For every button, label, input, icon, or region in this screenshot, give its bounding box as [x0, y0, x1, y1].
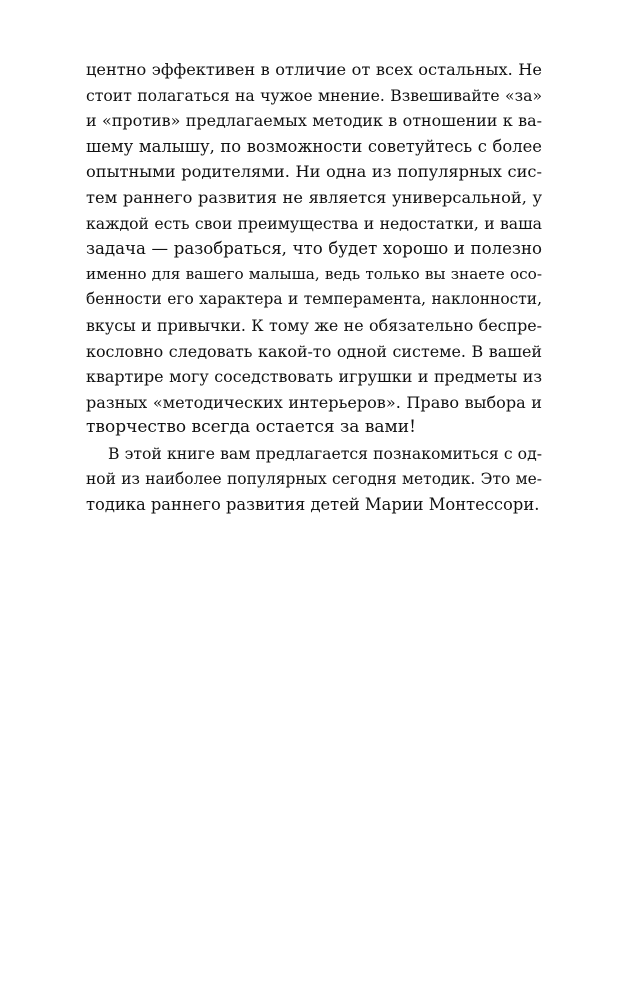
text-line: именно для вашего малыша, ведь только вы знаете осо-: [86, 264, 542, 283]
text-line: и «против» предлагаемых методик в отношении к ва-: [86, 111, 542, 131]
text-line: задача — разобраться, что будет хорошо и полезно: [86, 239, 542, 259]
text-line: В этой книге вам предлагается познакомиться с од-: [108, 443, 542, 463]
paragraph: [86, 57, 542, 441]
text-line: вкусы и привычки. К тому же не обязательно беспре-: [86, 315, 542, 335]
text-line: каждой есть свои преимущества и недостатки, и ваша: [86, 213, 542, 233]
text-line: ной из наиболее популярных сегодня методик. Это ме-: [86, 469, 542, 488]
text-line: центно эффективен в отличие от всех остальных. Не: [86, 60, 542, 79]
paragraph: [86, 441, 542, 518]
text-line: кословно следовать какой-то одной системе. В вашей: [86, 341, 542, 361]
text-line: разных «методических интерьеров». Право выбора и: [86, 392, 542, 412]
text-line: тодика раннего развития детей Марии Монтессори.: [86, 495, 540, 515]
text-line: квартире могу соседствовать игрушки и предметы из: [86, 367, 542, 387]
text-line: творчество всегда остается за вами!: [86, 417, 416, 438]
text-line: стоит полагаться на чужое мнение. Взвешивайте «за»: [86, 85, 542, 105]
text-line: опытными родителями. Ни одна из популярных сис-: [86, 162, 542, 182]
book-page-text: [86, 57, 542, 518]
text-line: шему малышу, по возможности советуйтесь с более: [86, 136, 542, 156]
text-line: тем раннего развития не является универсальной, у: [86, 187, 542, 207]
text-line: бенности его характера и темперамента, наклонности,: [86, 290, 542, 309]
